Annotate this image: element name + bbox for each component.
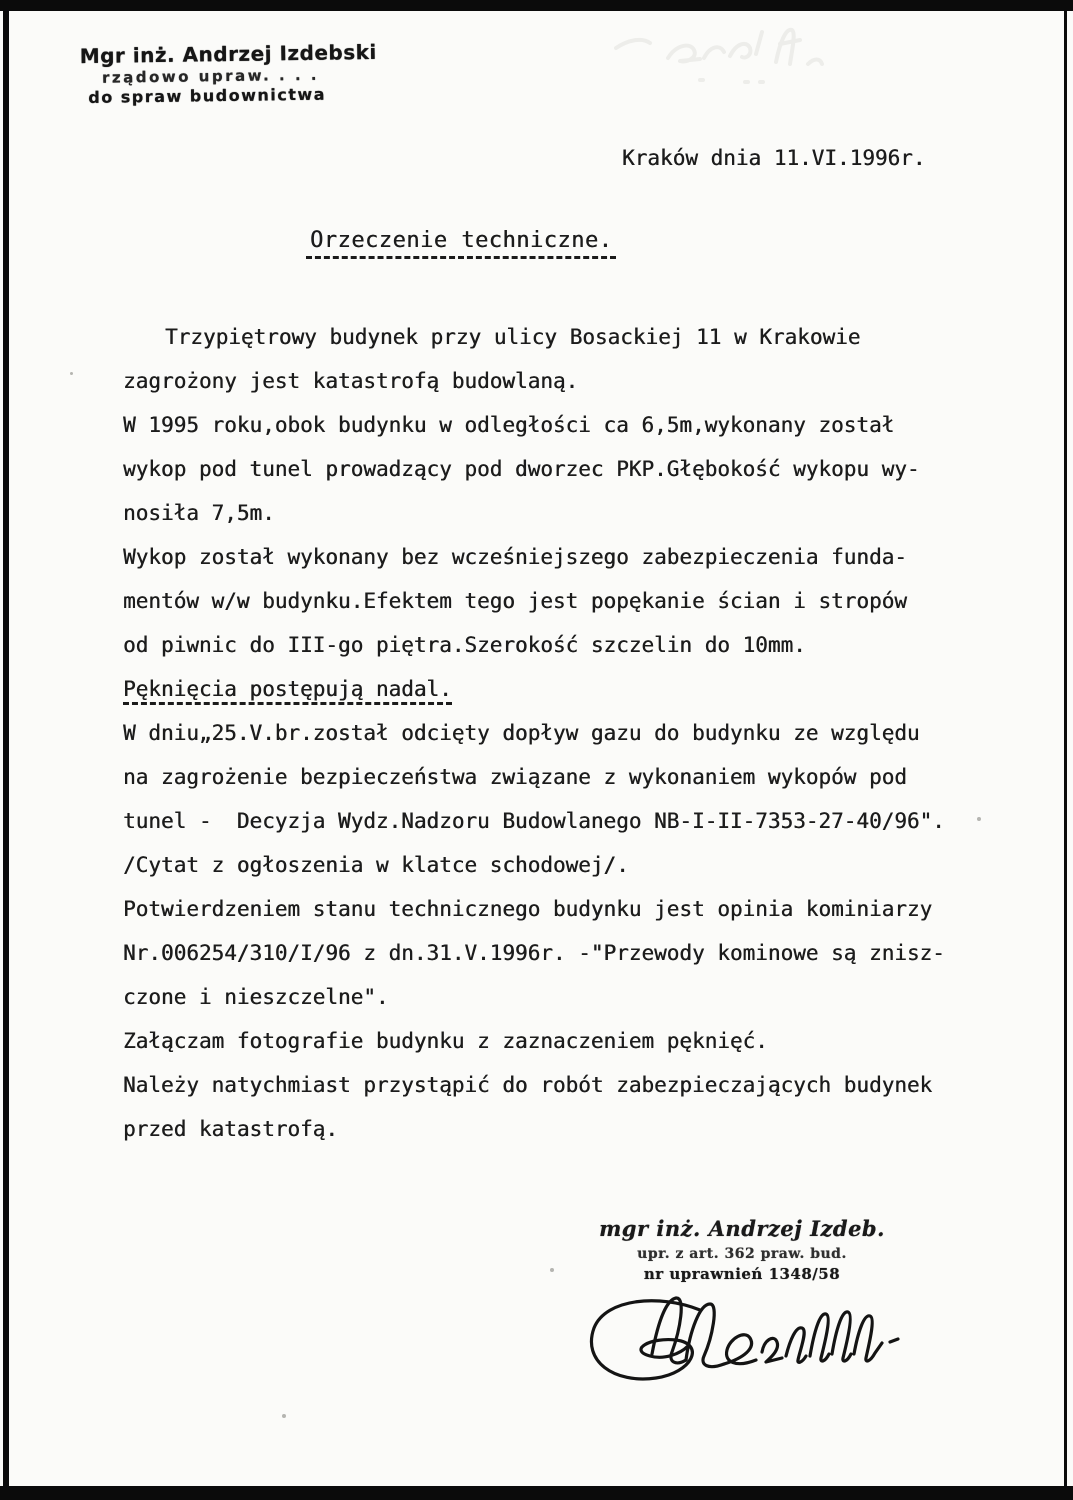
body-line-underlined <box>123 667 983 711</box>
body-line-text: Załączam fotografie budynku z zaznaczeniem pęknięć. <box>123 1029 768 1053</box>
body-line <box>123 975 983 1019</box>
body-line <box>123 799 983 843</box>
body-line-text: przed katastrofą. <box>123 1117 338 1141</box>
body-line <box>123 623 983 667</box>
body-line-text: wykop pod tunel prowadzący pod dworzec PKP.Głębokość wykopu wy- <box>123 457 920 481</box>
engineer-stamp-header <box>80 40 378 107</box>
body-line <box>123 931 983 975</box>
document-body <box>123 315 983 1151</box>
body-line-text: Nr.006254/310/I/96 z dn.31.V.1996r. -"Przewody kominowe są znisz- <box>123 941 945 965</box>
scan-speck <box>70 372 73 375</box>
body-line-text: tunel - Decyzja Wydz.Nadzoru Budowlanego NB-I-II-7353-27-40/96". <box>123 809 945 833</box>
body-line <box>123 359 983 403</box>
stamp-scope-line: do spraw budownictwa <box>88 84 327 107</box>
body-line-text: /Cytat z ogłoszenia w klatce schodowej/. <box>123 853 629 877</box>
body-line <box>123 491 983 535</box>
body-line <box>123 315 983 359</box>
body-line <box>123 1063 983 1107</box>
body-line <box>123 711 983 755</box>
body-line <box>123 1019 983 1063</box>
body-line <box>123 887 983 931</box>
scan-border-bottom <box>0 1486 1073 1500</box>
body-line <box>123 579 983 623</box>
body-line <box>123 535 983 579</box>
body-line-text: mentów w/w budynku.Efektem tego jest popękanie ścian i stropów <box>123 589 907 613</box>
scan-speck <box>550 1268 554 1272</box>
body-line-text: Pęknięcia postępują nadal. <box>123 677 452 705</box>
body-line-text: od piwnic do III-go piętra.Szerokość szczelin do 10mm. <box>123 633 806 657</box>
scan-border-right <box>1064 5 1067 1488</box>
signature-stamp-block <box>590 1216 894 1283</box>
body-line-text: Trzypiętrowy budynek przy ulicy Bosackiej 11 w Krakowie <box>165 325 861 349</box>
body-line <box>123 755 983 799</box>
body-line-text: Należy natychmiast przystąpić do robót zabezpieczających budynek <box>123 1073 933 1097</box>
body-line-text: czone i nieszczelne". <box>123 985 389 1009</box>
scan-border-left <box>3 11 9 1488</box>
body-line-text: nosiła 7,5m. <box>123 501 275 525</box>
body-line <box>123 1107 983 1151</box>
faint-pencil-note <box>600 8 1000 93</box>
handwritten-signature <box>578 1292 922 1402</box>
stamp-license-line: rządowo upraw. . . . <box>101 65 320 87</box>
body-line-text: na zagrożenie bezpieczeństwa związane z wykonaniem wykopów pod <box>123 765 907 789</box>
body-line <box>123 843 983 887</box>
body-line-text: W 1995 roku,obok budynku w odległości ca 6,5m,wykonany został <box>123 413 895 437</box>
signer-name: mgr inż. Andrzej Izdeb. <box>599 1216 885 1241</box>
body-line <box>123 403 983 447</box>
body-line-text: W dniu„25.V.br.został odcięty dopływ gazu do budynku ze względu <box>123 721 920 745</box>
body-line-text: Wykop został wykonany bez wcześniejszego zabezpieczenia funda- <box>123 545 907 569</box>
dateline: Kraków dnia 11.VI.1996r. <box>622 146 926 170</box>
body-line <box>123 447 983 491</box>
body-line-text: Potwierdzeniem stanu technicznego budynku jest opinia kominiarzy <box>123 897 933 921</box>
stamp-name: Mgr inż. Andrzej Izdebski <box>79 39 377 69</box>
scan-speck <box>977 817 981 821</box>
body-line-text: zagrożony jest katastrofą budowlaną. <box>123 369 579 393</box>
signer-credential-article: upr. z art. 362 praw. bud. <box>637 1246 847 1262</box>
document-title: Orzeczenie techniczne. <box>306 228 616 259</box>
signer-credential-number: nr uprawnień 1348/58 <box>643 1265 841 1283</box>
scan-speck <box>282 1414 286 1418</box>
